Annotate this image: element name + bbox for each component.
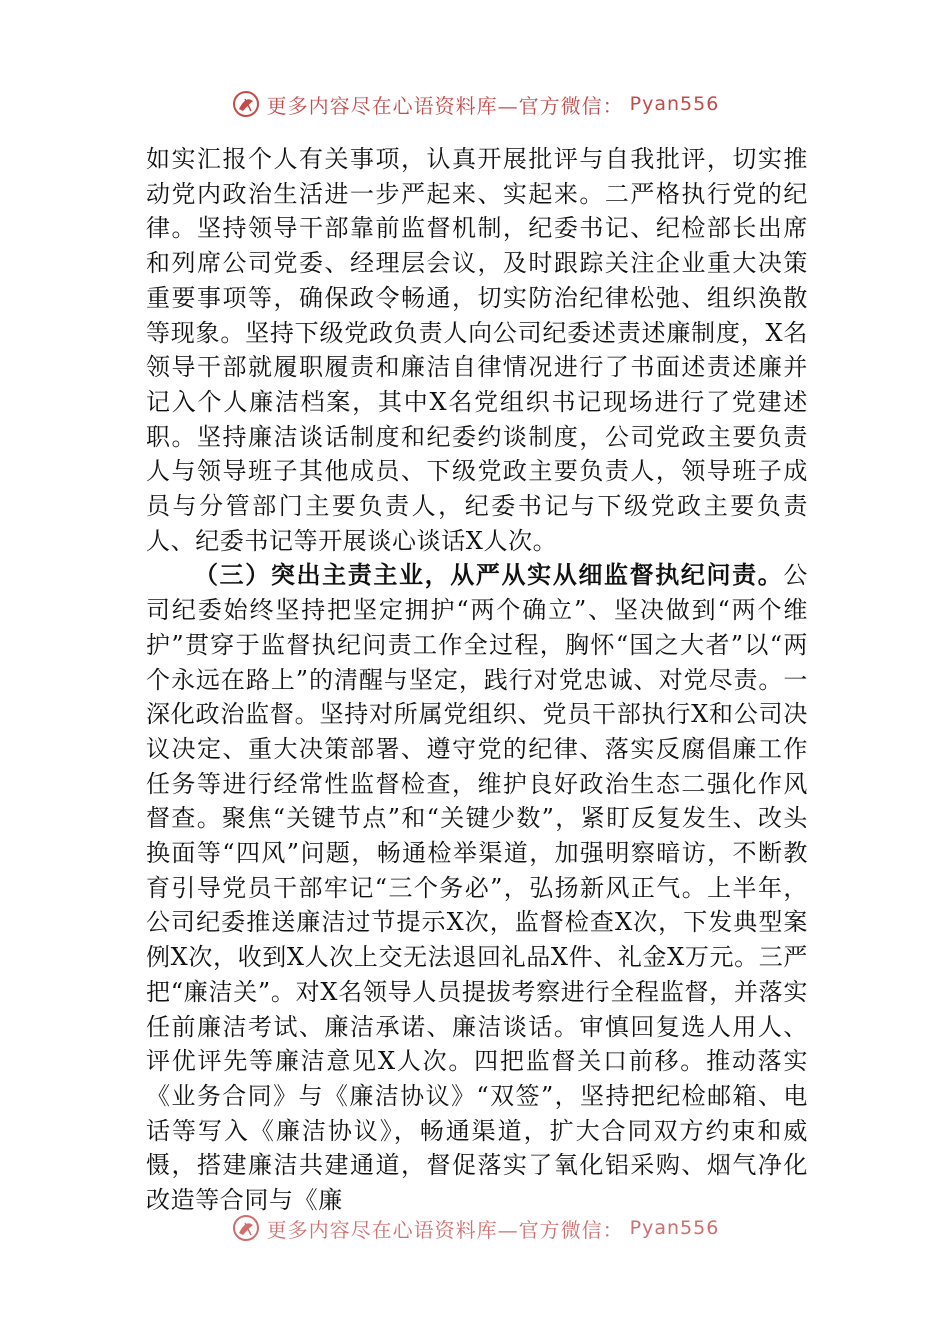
- watermark-text: 更多内容尽在心语资料库—官方微信：: [266, 93, 624, 118]
- paragraph-2-body: 公司纪委始终坚持把坚定拥护“两个确立”、坚决做到“两个维护”贯穿于监督执纪问责工作全过程，胸怀“国之大者”以“两个永远在路上”的清醒与坚定，践行对党忠诚、对党尽责。一深化政治监督。坚持对所属党组织、党员干部执行X和公司决议决定、重大决策部署、遵守党的纪律、落实反腐倡廉工作任务等进行经常性监督检查，维护良好政治生态二强化作风督查。聚焦“关键节点”和“关键少数”，紧盯反复发生、改头换面等“四风”问题，畅通检举渠道，加强明察暗访，不断教育引导党员干部牢记“三个务必”，弘扬新风正气。上半年，公司纪委推送廉洁过节提示X次，监督检查X次，下发典型案例X次，收到X人次上交无法退回礼品X件、礼金X万元。三严把“廉洁关”。对X名领导人员提拔考察进行全程监督，并落实任前廉洁考试、廉洁承诺、廉洁谈话。审慎回复选人用人、评优评先等廉洁意见X人次。四把监督关口前移。推动落实《业务合同》与《廉洁协议》“双签”，坚持把纪检邮箱、电话等写入《廉洁协议》，畅通渠道，扩大合同双方约束和威慑，搭建廉洁共建通道，督促落实了氧化铝采购、烟气净化改造等合同与《廉: [146, 561, 808, 1215]
- paragraph-2-heading: （三）突出主责主业，从严从实从细监督执纪问责。: [194, 560, 784, 590]
- document-body: [146, 142, 808, 1218]
- paragraph-2: [146, 558, 808, 1217]
- watermark-text: 更多内容尽在心语资料库—官方微信：: [266, 1217, 624, 1242]
- watermark-id: Pyan556: [629, 1217, 720, 1239]
- watermark-header: [0, 88, 950, 120]
- logo-icon: [231, 1213, 261, 1243]
- logo-icon: [231, 89, 261, 119]
- watermark-id: Pyan556: [629, 93, 720, 115]
- paragraph-1: 如实汇报个人有关事项，认真开展批评与自我批评，切实推动党内政治生活进一步严起来、实起来。二严格执行党的纪律。坚持领导干部靠前监督机制，纪委书记、纪检部长出席和列席公司党委、经理层会议，及时跟踪关注企业重大决策重要事项等，确保政令畅通，切实防治纪律松弛、组织涣散等现象。坚持下级党政负责人向公司纪委述责述廉制度，X名领导干部就履职履责和廉洁自律情况进行了书面述责述廉并记入个人廉洁档案，其中X名党组织书记现场进行了党建述职。坚持廉洁谈话制度和纪委约谈制度，公司党政主要负责人与领导班子其他成员、下级党政主要负责人，领导班子成员与分管部门主要负责人，纪委书记与下级党政主要负责人、纪委书记等开展谈心谈话X人次。: [146, 145, 808, 555]
- watermark-footer: [0, 1212, 950, 1244]
